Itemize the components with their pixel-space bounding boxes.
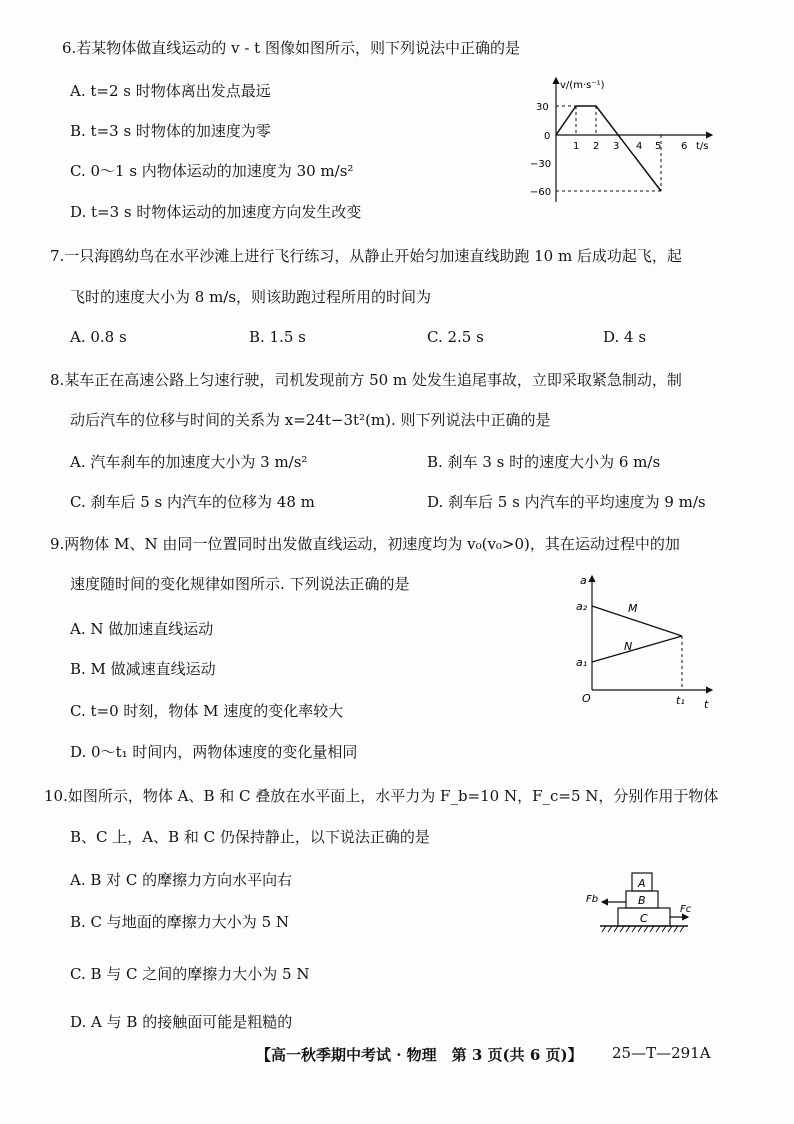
q6-xtick-5: 5 xyxy=(655,141,662,152)
q10-block-diagram xyxy=(584,860,694,942)
q10-stem-line1: 10.如图所示，物体 A、B 和 C 叠放在水平面上，水平力为 F_b=10 N，F_c=5 N，分别作用于物体 xyxy=(44,787,719,805)
q7-stem-line1: 7.一只海鸥幼鸟在水平沙滩上进行飞行练习，从静止开始匀加速直线助跑 10 m 后成功起飞，起 xyxy=(50,247,682,265)
q9-a2-label: a₂ xyxy=(576,600,588,613)
q9-t1-label: t₁ xyxy=(676,694,685,707)
q6-xtick-6: 6 xyxy=(681,141,688,152)
q6-xtick-4: 4 xyxy=(636,141,643,152)
q6-option-c: C. 0～1 s 内物体运动的加速度为 30 m/s² xyxy=(70,162,354,180)
q9-option-d: D. 0～t₁ 时间内，两物体速度的变化量相同 xyxy=(70,743,358,761)
q6-vt-graph xyxy=(520,72,720,207)
q8-stem-line1: 8.某车正在高速公路上匀速行驶，司机发现前方 50 m 处发生追尾事故，立即采取紧急制动，制 xyxy=(50,371,682,389)
q10-label-fb: Fb xyxy=(586,894,599,905)
q7-option-c: C. 2.5 s xyxy=(427,328,484,346)
q10-label-c: C xyxy=(640,912,648,925)
q10-label-a: A xyxy=(638,877,646,890)
q6-xtick-1: 1 xyxy=(573,141,580,152)
q7-stem-line2: 飞时的速度大小为 8 m/s，则该助跑过程所用的时间为 xyxy=(70,288,432,306)
q6-xtick-3: 3 xyxy=(613,141,620,152)
q6-option-a: A. t=2 s 时物体离出发点最远 xyxy=(70,82,271,100)
q9-n-label: N xyxy=(624,640,633,653)
q9-stem-line1: 9.两物体 M、N 由同一位置同时出发做直线运动，初速度均为 v₀(v₀>0)，其在运动过程中的加 xyxy=(50,535,680,553)
q10-option-b: B. C 与地面的摩擦力大小为 5 N xyxy=(70,913,290,931)
q10-label-fc: Fc xyxy=(680,904,692,915)
q8-stem-line2: 动后汽车的位移与时间的关系为 x=24t−3t²(m). 则下列说法中正确的是 xyxy=(70,411,551,429)
q6-ytick-neg60: −60 xyxy=(530,187,552,198)
page-footer-title: 【高一秋季期中考试 · 物理 第 3 页(共 6 页)】 xyxy=(256,1046,583,1064)
q7-option-a: A. 0.8 s xyxy=(70,328,127,346)
q6-xlabel: t/s xyxy=(696,141,709,152)
q9-m-label: M xyxy=(628,602,638,615)
q9-ylabel: a xyxy=(580,574,587,587)
q6-ytick-neg30: −30 xyxy=(530,159,552,170)
q10-option-d: D. A 与 B 的接触面可能是粗糙的 xyxy=(70,1013,293,1031)
q6-ylabel: v/(m·s⁻¹) xyxy=(560,80,605,91)
q9-origin: O xyxy=(582,692,591,705)
q6-ytick-30: 30 xyxy=(536,102,549,113)
q8-option-a: A. 汽车刹车的加速度大小为 3 m/s² xyxy=(70,453,308,471)
q8-option-d: D. 刹车后 5 s 内汽车的平均速度为 9 m/s xyxy=(427,493,706,511)
q9-option-c: C. t=0 时刻，物体 M 速度的变化率较大 xyxy=(70,702,344,720)
q9-stem-line2: 速度随时间的变化规律如图所示. 下列说法正确的是 xyxy=(70,575,410,593)
q9-option-a: A. N 做加速直线运动 xyxy=(70,620,214,638)
q9-xlabel: t xyxy=(704,698,709,711)
q8-option-b: B. 刹车 3 s 时的速度大小为 6 m/s xyxy=(427,453,661,471)
q9-line-n xyxy=(592,636,682,662)
page-footer-code: 25—T—291A xyxy=(612,1044,711,1062)
q10-stem-line2: B、C 上，A、B 和 C 仍保持静止，以下说法正确的是 xyxy=(70,828,430,846)
q10-label-b: B xyxy=(638,894,646,907)
q10-option-a: A. B 对 C 的摩擦力方向水平向右 xyxy=(70,871,293,889)
q6-option-b: B. t=3 s 时物体的加速度为零 xyxy=(70,122,271,140)
q7-option-d: D. 4 s xyxy=(603,328,647,346)
q8-option-c: C. 刹车后 5 s 内汽车的位移为 48 m xyxy=(70,493,315,511)
q9-a1-label: a₁ xyxy=(576,656,588,669)
q6-option-d: D. t=3 s 时物体运动的加速度方向发生改变 xyxy=(70,203,362,221)
q7-option-b: B. 1.5 s xyxy=(249,328,306,346)
q9-at-graph xyxy=(570,570,720,715)
q6-xtick-2: 2 xyxy=(593,141,600,152)
q6-ytick-0: 0 xyxy=(544,131,551,142)
q6-stem: 6.若某物体做直线运动的 v - t 图像如图所示，则下列说法中正确的是 xyxy=(62,39,520,57)
q10-ground-hatch xyxy=(602,926,684,932)
q10-option-c: C. B 与 C 之间的摩擦力大小为 5 N xyxy=(70,965,310,983)
q9-option-b: B. M 做减速直线运动 xyxy=(70,660,216,678)
q6-vt-line xyxy=(556,106,661,191)
